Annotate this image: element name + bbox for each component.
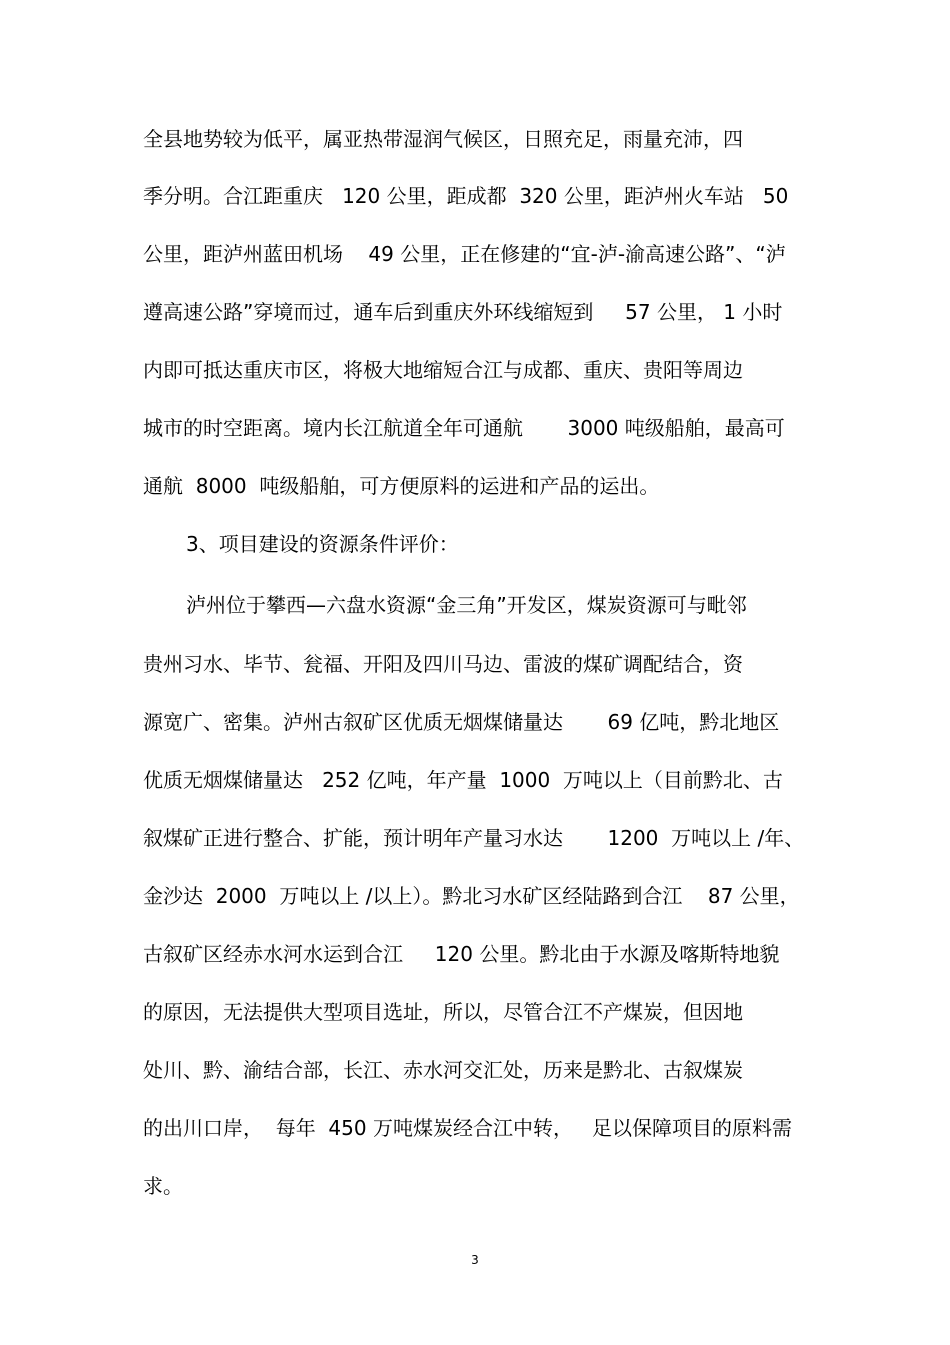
- text-line: 叙煤矿正进行整合、扩能，预计明年产量习水达 1200 万吨以上 /年、: [143, 826, 805, 850]
- text-line: 公里，距泸州蓝田机场 49 公里，正在修建的“宜-泸-渝高速公路”、“泸: [143, 242, 786, 266]
- page-number: 3: [471, 1253, 479, 1267]
- text-line: 通航 8000 吨级船舶，可方便原料的运进和产品的运出。: [143, 474, 660, 498]
- text-line: 城市的时空距离。境内长江航道全年可通航 3000 吨级船舶，最高可: [143, 416, 785, 440]
- text-line: 全县地势较为低平，属亚热带湿润气候区，日照充足，雨量充沛，四: [143, 127, 743, 151]
- text-line: 古叙矿区经赤水河水运到合江 120 公里。黔北由于水源及喀斯特地貌: [143, 942, 780, 966]
- text-line: 源宽广、密集。泸州古叙矿区优质无烟煤储量达 69 亿吨，黔北地区: [143, 710, 780, 734]
- section-heading: 3、项目建设的资源条件评价：: [186, 532, 459, 556]
- text-line: 金沙达 2000 万吨以上 /以上）。黔北习水矿区经陆路到合江 87 公里，: [143, 884, 800, 908]
- text-line: 泸州位于攀西—六盘水资源“金三角”开发区，煤炭资源可与毗邻: [186, 593, 747, 617]
- text-line: 优质无烟煤储量达 252 亿吨，年产量 1000 万吨以上（目前黔北、古: [143, 768, 783, 792]
- text-line: 季分明。合江距重庆 120 公里，距成都 320 公里，距泸州火车站 50: [143, 184, 789, 208]
- text-line: 处川、黔、渝结合部，长江、赤水河交汇处，历来是黔北、古叙煤炭: [143, 1058, 743, 1082]
- text-line: 的出川口岸， 每年 450 万吨煤炭经合江中转， 足以保障项目的原料需: [143, 1116, 793, 1140]
- text-line: 的原因，无法提供大型项目选址，所以，尽管合江不产煤炭，但因地: [143, 1000, 743, 1024]
- text-line: 求。: [143, 1174, 183, 1198]
- text-line: 遵高速公路”穿境而过，通车后到重庆外环线缩短到 57 公里， 1 小时: [143, 300, 783, 324]
- text-line: 内即可抵达重庆市区，将极大地缩短合江与成都、重庆、贵阳等周边: [143, 358, 743, 382]
- text-line: 贵州习水、毕节、瓮福、开阳及四川马边、雷波的煤矿调配结合，资: [143, 652, 743, 676]
